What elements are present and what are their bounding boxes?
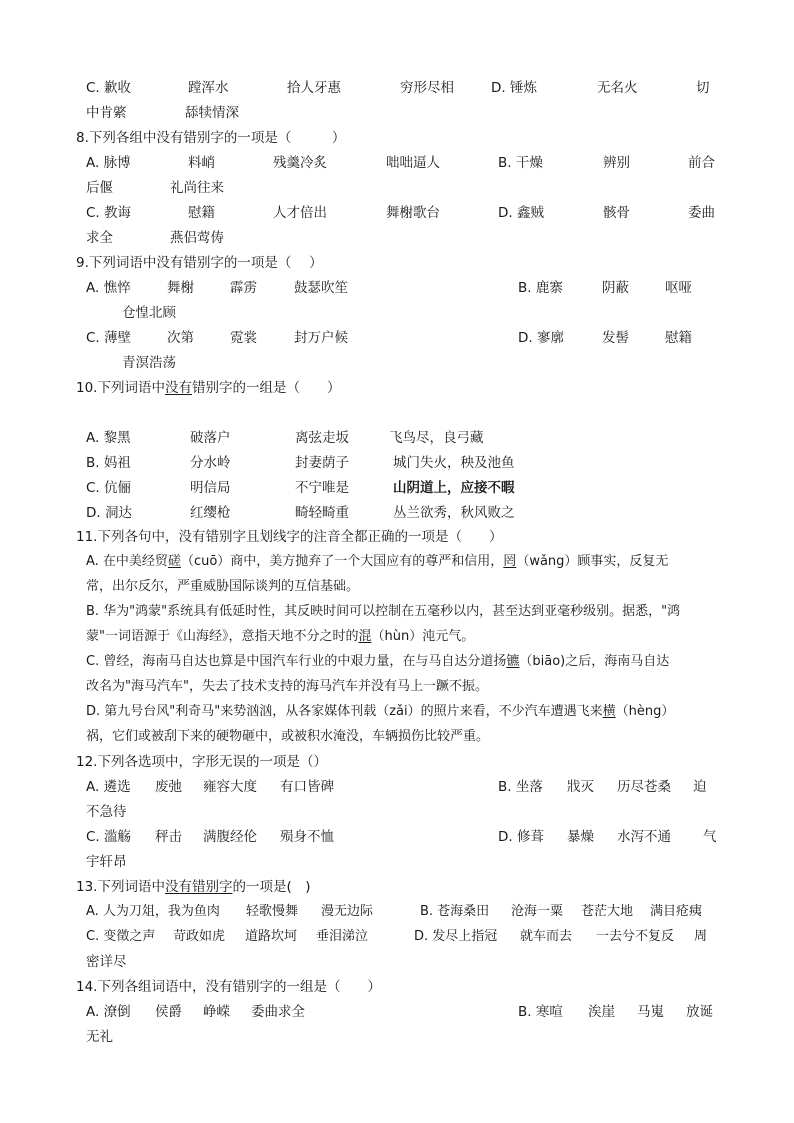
- term: 离弦走坂: [295, 430, 349, 446]
- term: 满目疮痍: [650, 904, 703, 919]
- term: 宇轩昂: [86, 854, 127, 870]
- text: （wǎng）顾事实，反复无: [516, 554, 669, 569]
- term: 穷形尽相: [400, 80, 454, 96]
- text: （biāo)之后，海南马自达: [519, 654, 670, 669]
- term: 委曲: [688, 205, 715, 221]
- term: 暴燥: [567, 829, 594, 845]
- underlined-char: 罔: [503, 554, 517, 569]
- title-text: 的一项是( ): [232, 879, 311, 895]
- text: D. 第九号台风"利奇马"来势汹汹，从各家媒体刊载（zǎi）的照片来看，不少汽车遭遇飞来: [86, 704, 603, 719]
- option-b: B. 干燥: [498, 155, 543, 171]
- option-a: A. 人为刀俎，我为鱼肉: [86, 904, 220, 919]
- term: 迫: [693, 779, 707, 795]
- q11-option-a-line1: [86, 553, 668, 571]
- term: 发髻: [602, 330, 629, 346]
- option-a: A. 憔悴: [86, 280, 131, 296]
- term: 一去兮不复反: [596, 929, 675, 944]
- term: 苛政如虎: [173, 929, 226, 944]
- q10-title: [76, 379, 340, 397]
- q12-title: 12.下列各选项中，字形无误的一项是（）: [76, 754, 327, 770]
- option-d: D. 寥廓: [518, 330, 564, 346]
- term: 咄咄逼人: [386, 155, 440, 171]
- term: 气: [703, 829, 717, 845]
- term: 历尽苍桑: [617, 779, 671, 795]
- title-text: 10.下列词语中: [76, 380, 165, 396]
- term: 明信局: [190, 480, 231, 496]
- term: 分水岭: [190, 455, 231, 471]
- term: 马嵬: [637, 1004, 664, 1020]
- term: 满腹经伦: [203, 829, 257, 845]
- option-a: A. 脉博: [86, 155, 131, 171]
- term: 求全: [86, 230, 113, 246]
- title-underlined: 没有: [164, 380, 192, 396]
- q14-title: 14.下列各组词语中，没有错别字的一组是（ ）: [76, 979, 381, 995]
- term: 中肯綮: [86, 105, 127, 121]
- q11-option-a-line2: 常，出尔反尔，严重威胁国际谈判的互信基础。: [86, 579, 360, 594]
- underlined-char: 混: [358, 629, 372, 644]
- term: 密详尽: [86, 954, 127, 970]
- term: 残羹冷炙: [273, 155, 327, 171]
- option-d: D. 鑫贼: [498, 205, 544, 221]
- option-c: C. 伉俪: [86, 480, 132, 496]
- option-a: A. 潦倒: [86, 1004, 131, 1020]
- term: 山阴道上，应接不暇: [393, 480, 515, 496]
- q11-title: 11.下列各句中，没有错别字且划线字的注音全都正确的一项是（ ）: [76, 529, 503, 545]
- term: 秤击: [155, 829, 182, 845]
- q11-option-c-line1: [86, 653, 669, 671]
- option-c: C. 教诲: [86, 205, 132, 221]
- option-b: B. 苍海桑田: [420, 904, 490, 919]
- term: 青溟浩荡: [122, 355, 176, 371]
- option-b: B. 坐落: [498, 779, 543, 795]
- term: 畸轻畸重: [295, 505, 349, 521]
- text: （hèng）: [615, 704, 675, 719]
- term: 丛兰欲秀，秋风败之: [393, 505, 515, 521]
- q11-option-b-line1: B. 华为"鸿蒙"系统具有低延时性，其反映时间可以控制在五毫秒以内，甚至达到亚毫秒级别。据悉，"鸿: [86, 604, 681, 619]
- term: 阴蔽: [602, 280, 629, 296]
- option-c: C. 变徵之声: [86, 929, 156, 944]
- term: 破落户: [190, 430, 231, 446]
- term: 放诞: [686, 1004, 713, 1020]
- term: 道路坎坷: [245, 929, 298, 944]
- option-c: C. 滥觞: [86, 829, 132, 845]
- term: 舔犊情深: [185, 105, 239, 121]
- term: 蹚浑水: [188, 80, 229, 96]
- q8-title: 8.下列各组中没有错别字的一项是（ ）: [76, 130, 346, 146]
- term: 不宁唯是: [295, 480, 349, 496]
- option-d: D. 锤炼: [491, 80, 537, 96]
- text: （cuō）商中，美方抛弃了一个大国应有的尊严和信用，: [180, 554, 504, 569]
- term: 封妻荫子: [295, 455, 349, 471]
- term: 前合: [688, 155, 715, 171]
- term: 沧海一粟: [511, 904, 564, 919]
- underlined-char: 镳: [506, 654, 520, 669]
- term: 周: [694, 929, 708, 944]
- term: 就车而去: [520, 929, 573, 944]
- option-b: B. 鹿寨: [518, 280, 563, 296]
- term: 慰籍: [188, 205, 215, 221]
- option-c: C. 歉收: [86, 80, 132, 96]
- q11-option-c-line2: 改名为"海马汽车"，失去了技术支持的海马汽车并没有马上一蹶不振。: [86, 679, 488, 694]
- underlined-char: 磋: [167, 554, 181, 569]
- option-b: B. 妈祖: [86, 455, 131, 471]
- text: （hùn）沌元气。: [371, 629, 475, 644]
- term: 涘崖: [588, 1004, 615, 1020]
- term: 水泻不通: [617, 829, 671, 845]
- term: 人才倍出: [273, 205, 327, 221]
- term: 拾人牙惠: [287, 80, 341, 96]
- term: 辨别: [603, 155, 630, 171]
- term: 峥嵘: [203, 1004, 230, 1020]
- term: 呕哑: [665, 280, 692, 296]
- title-text: 错别字的一组是（ ）: [191, 380, 341, 396]
- term: 霓裳: [230, 330, 257, 346]
- term: 苍茫大地: [581, 904, 634, 919]
- option-a: A. 遴选: [86, 779, 131, 795]
- term: 雍容大度: [203, 779, 257, 795]
- q11-option-b-line2: [86, 628, 474, 646]
- term: 慰籍: [665, 330, 692, 346]
- term: 后偃: [86, 180, 113, 196]
- text: 蒙"一词语源于《山海经》，意指天地不分之时的: [86, 629, 359, 644]
- term: 舞榭歌台: [386, 205, 440, 221]
- term: 委曲求全: [251, 1004, 305, 1020]
- term: 无礼: [86, 1029, 113, 1045]
- term: 骸骨: [603, 205, 630, 221]
- term: 废弛: [155, 779, 182, 795]
- text: A. 在中美经贸: [86, 554, 168, 569]
- term: 殒身不恤: [280, 829, 334, 845]
- q11-option-d-line2: 祸，它们或被刮下来的硬物砸中，或被积水淹没，车辆损伤比较严重。: [86, 729, 490, 744]
- underlined-char: 横: [602, 704, 616, 719]
- term: 飞鸟尽，良弓藏: [389, 430, 484, 446]
- term: 垂泪涕泣: [316, 929, 369, 944]
- term: 漫无边际: [321, 904, 374, 919]
- term: 鼓瑟吹笙: [294, 280, 348, 296]
- term: 燕侣莺俦: [170, 230, 224, 246]
- term: 礼尚往来: [170, 180, 224, 196]
- term: 轻歌慢舞: [246, 904, 299, 919]
- term: 城门失火，秧及池鱼: [393, 455, 515, 471]
- term: 舞榭: [167, 280, 194, 296]
- option-d: D. 洞达: [86, 505, 132, 521]
- text: C. 曾经，海南马自达也算是中国汽车行业的中艰力量，在与马自达分道扬: [86, 654, 507, 669]
- q11-option-d-line1: [86, 703, 674, 721]
- q9-title: 9.下列词语中没有错别字的一项是（ ）: [76, 255, 323, 271]
- title-text: 13.下列词语中: [76, 879, 165, 895]
- option-d: D. 发尽上指冠: [414, 929, 498, 944]
- option-a: A. 黎黑: [86, 430, 131, 446]
- term: 霹雳: [230, 280, 257, 296]
- term: 次第: [167, 330, 194, 346]
- term: 切: [696, 80, 710, 96]
- term: 无名火: [597, 80, 638, 96]
- title-underlined: 没有错别字: [164, 879, 233, 895]
- term: 料峭: [188, 155, 215, 171]
- term: 红缨枪: [190, 505, 231, 521]
- term: 有口皆碑: [280, 779, 334, 795]
- term: 侯爵: [155, 1004, 182, 1020]
- term: 不急待: [86, 804, 127, 820]
- option-c: C. 薄壁: [86, 330, 132, 346]
- term: 戕灭: [567, 779, 594, 795]
- option-b: B. 寒喧: [518, 1004, 563, 1020]
- option-d: D. 修葺: [498, 829, 544, 845]
- q13-title: [76, 878, 311, 896]
- term: 封万户候: [294, 330, 348, 346]
- term: 仓惶北顾: [122, 305, 176, 321]
